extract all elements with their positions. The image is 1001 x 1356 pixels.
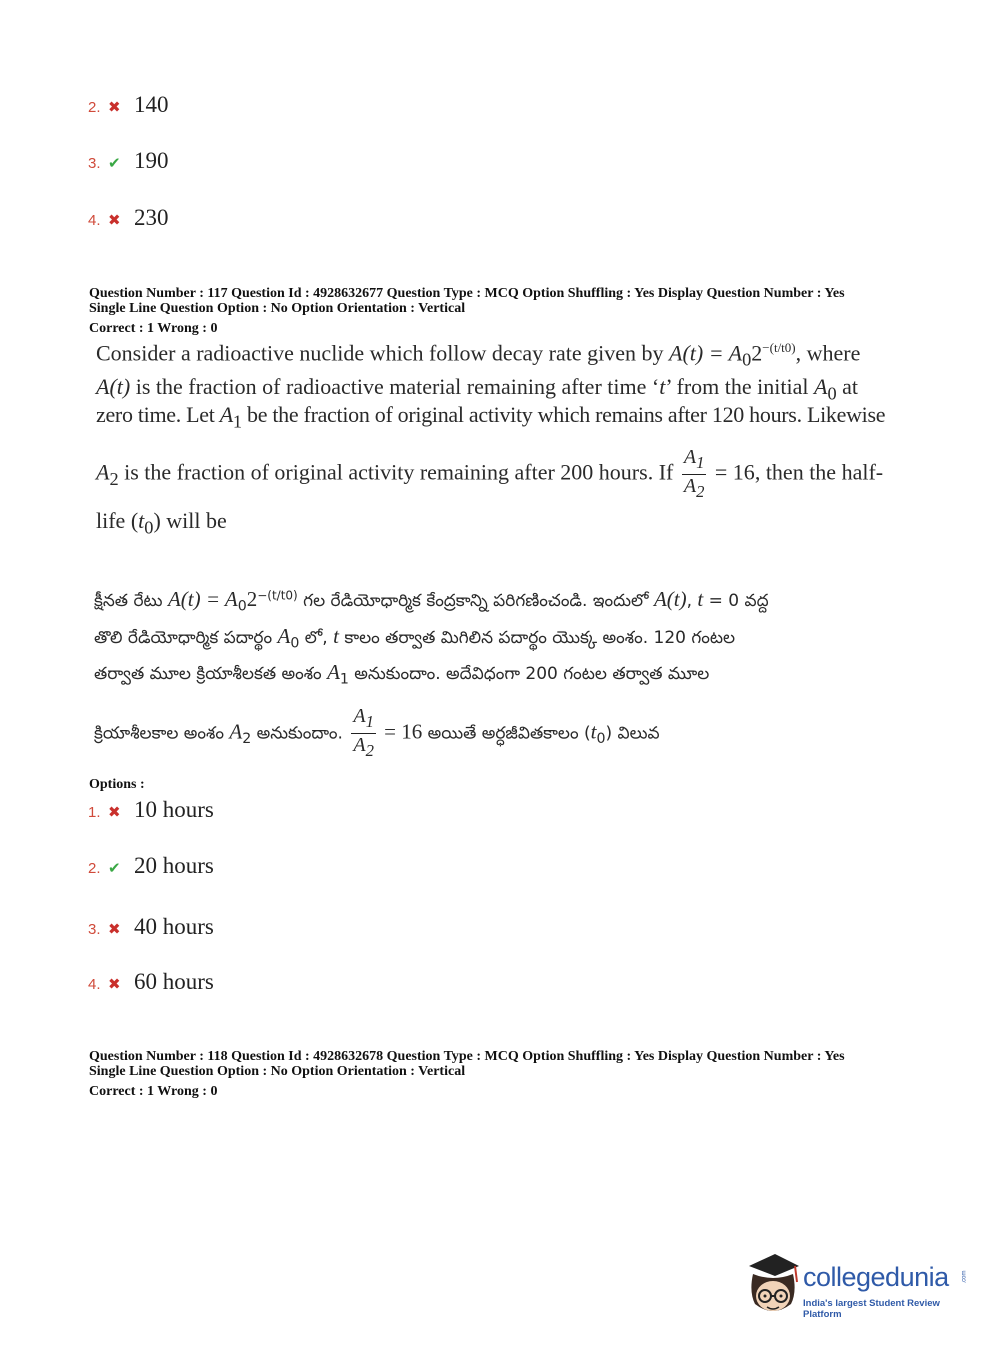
- option-value: 190: [134, 148, 169, 173]
- option-row: [88, 148, 169, 174]
- option-value: 230: [134, 205, 169, 230]
- cross-icon: ✖: [108, 803, 121, 821]
- question-line: $A_2$ is the fraction of original activity remaining after 200 hours. If $\frac{A_1}{A_2}$ = 16, then the half-: [96, 446, 884, 501]
- question-line: Consider a radioactive nuclide which follow decay rate given by $A(t) = A_02^{-(t/t0)}$, where: [96, 340, 861, 370]
- check-icon: ✔: [108, 154, 121, 172]
- meta-line: Single Line Question Option : No Option Orientation : Vertical: [89, 301, 466, 316]
- meta-line: Single Line Question Option : No Option Orientation : Vertical: [89, 1064, 466, 1079]
- question-line: life $(t_0)$ will be: [96, 508, 227, 538]
- cross-icon: ✖: [108, 98, 121, 116]
- options-label: Options :: [89, 777, 145, 792]
- option-number: 3.: [88, 921, 101, 938]
- cross-icon: ✖: [108, 975, 121, 993]
- brand-dotcom: .com: [961, 1270, 968, 1284]
- meta-score: Correct : 1 Wrong : 0: [89, 1084, 218, 1099]
- fraction-a1-a2: $\frac{A_1}{A_2}$: [683, 446, 705, 501]
- telugu-line: తర్వాత మూల క్రియాశీలకత అంశం $A_1$ అనుకుందాం. అదేవిధంగా 200 గంటల తర్వాత మూల: [94, 660, 710, 688]
- meta-line: Question Number : 118 Question Id : 4928632678 Question Type : MCQ Option Shuffling : Yes Display Question Number : Yes: [89, 1049, 845, 1064]
- option-value: 20 hours: [134, 853, 214, 878]
- collegedunia-logo: [745, 1252, 975, 1322]
- brand-tagline: India's largest Student Review Platform: [803, 1298, 940, 1320]
- telugu-line: క్షీనత రేటు $A(t) = A_02^{-(t/t0)}$ గల రేడియోధార్మిక కేంద్రకాన్ని పరిగణించండి. ఇందులో A(t), t = 0 వద్ద: [94, 587, 769, 615]
- question-meta: [89, 1049, 909, 1099]
- option-row: [88, 92, 169, 118]
- option-number: 4.: [88, 976, 101, 993]
- mascot-icon: [745, 1252, 801, 1318]
- option-row: [88, 205, 169, 231]
- telugu-line: తొలి రేడియోధార్మిక పదార్థం $A_0$ లో, t కాలం తర్వాత మిగిలిన పదార్థం యొక్క అంశం. 120 గంటల: [94, 624, 736, 652]
- question-line: zero time. Let $A_1$ be the fraction of original activity which remains after 120 hours. Likewise: [96, 402, 886, 432]
- meta-score: Correct : 1 Wrong : 0: [89, 321, 218, 336]
- option-number: 2.: [88, 99, 101, 116]
- option-row: [88, 914, 214, 940]
- meta-line: Question Number : 117 Question Id : 4928632677 Question Type : MCQ Option Shuffling : Yes Display Question Number : Yes: [89, 286, 845, 301]
- option-row: [88, 853, 214, 879]
- question-line: A(t) is the fraction of radioactive material remaining after time ‘t’ from the initial $A_0$ at: [96, 374, 859, 404]
- option-number: 4.: [88, 212, 101, 229]
- option-value: 10 hours: [134, 797, 214, 822]
- cross-icon: ✖: [108, 920, 121, 938]
- question-meta: [89, 286, 909, 336]
- brand-name: collegedunia: [803, 1262, 949, 1292]
- telugu-line: క్రియాశీలకాల అంశం $A_2$ అనుకుందాం. $\frac{A_1}{A_2}$ = 16 అయితే అర్ధజీవితకాలం $(t_0)$ విలువ: [94, 705, 660, 760]
- option-row: [88, 797, 214, 823]
- fraction-a1-a2: $\frac{A_1}{A_2}$: [353, 705, 374, 760]
- option-number: 2.: [88, 860, 101, 877]
- option-number: 1.: [88, 804, 101, 821]
- check-icon: ✔: [108, 859, 121, 877]
- option-value: 60 hours: [134, 969, 214, 994]
- option-value: 140: [134, 92, 169, 117]
- option-value: 40 hours: [134, 914, 214, 939]
- cross-icon: ✖: [108, 211, 121, 229]
- option-row: [88, 969, 214, 995]
- option-number: 3.: [88, 155, 101, 172]
